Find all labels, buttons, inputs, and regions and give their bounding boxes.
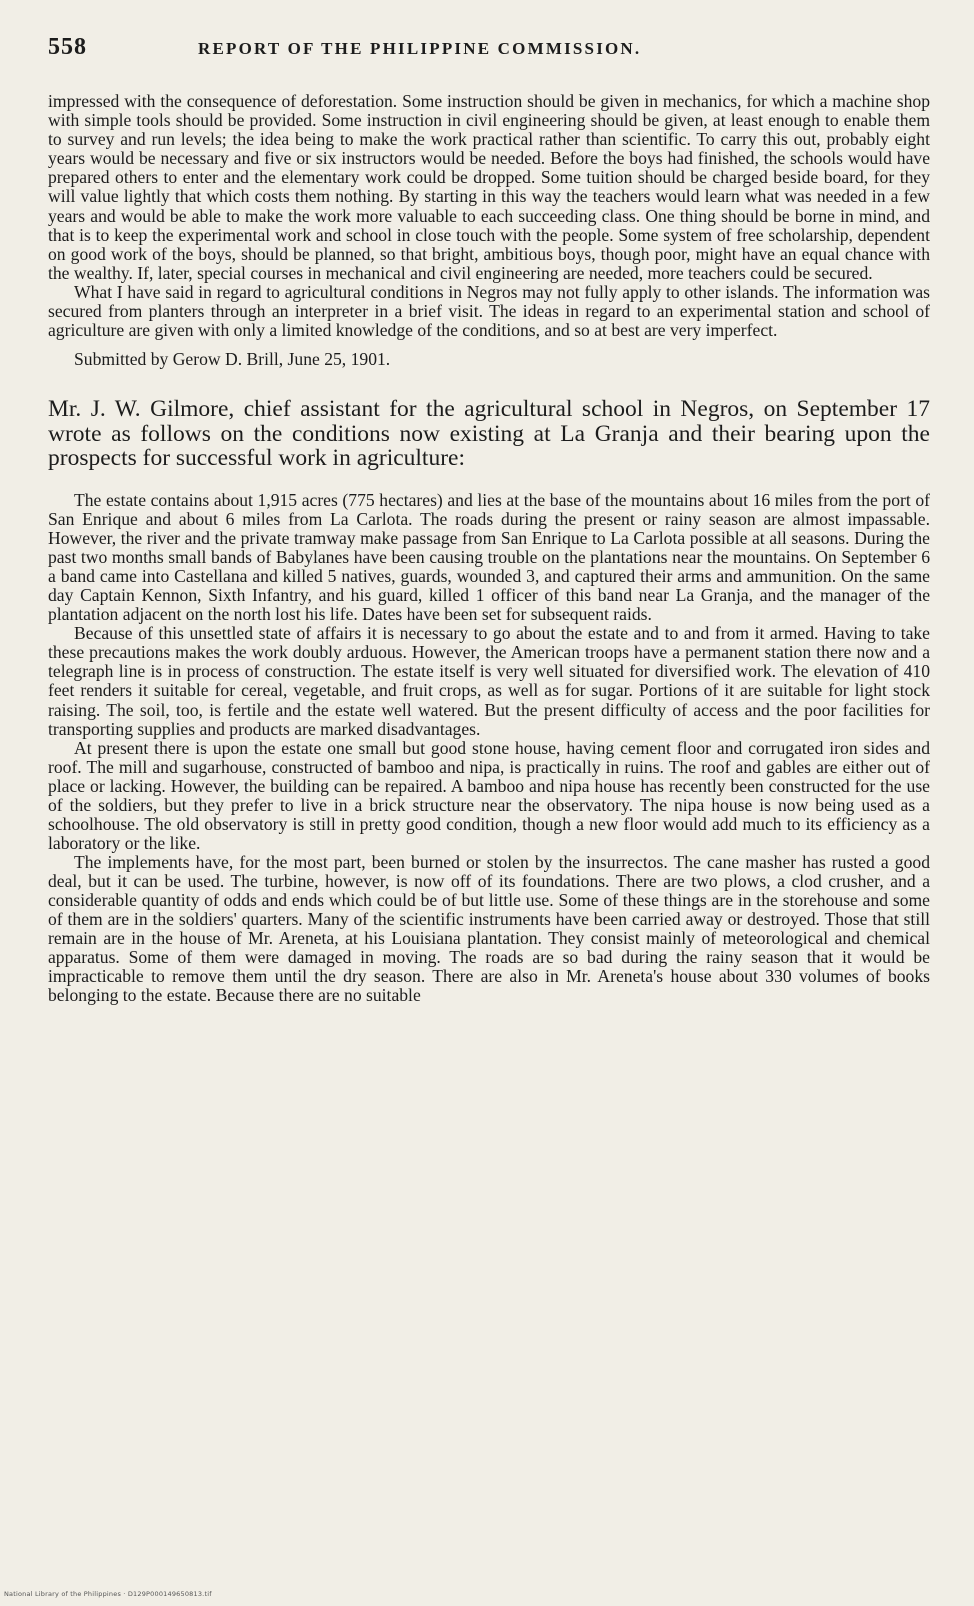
- document-page: [48, 34, 930, 1005]
- section-heading: Mr. J. W. Gilmore, chief assistant for the agricultural school in Negros, on September 17 wrote as follows on the conditions now existing at La Granja and their bearing upon the prospects for successful work in agriculture:: [48, 396, 930, 472]
- page-header: [48, 34, 930, 74]
- letter-text: [48, 491, 930, 1005]
- paragraph: The estate contains about 1,915 acres (775 hectares) and lies at the base of the mountains about 16 miles from the port of San Enrique and about 6 miles from La Carlota. The roads during the present or rainy season are almost impassable. However, the river and the private tramway make passage from San Enrique to La Carlota possible at all seasons. During the past two months small bands of Babylanes have been causing trouble on the plantations near the mountains. On September 6 a band came into Castellana and killed 5 natives, guards, wounded 3, and captured their arms and ammunition. On the same day Captain Kennon, Sixth Infantry, and his guard, killed 1 officer of this band near La Granja, and the manager of the plantation adjacent on the north lost his life. Dates have been set for subsequent raids.: [48, 490, 930, 625]
- continuation-text: [48, 92, 930, 340]
- running-title: REPORT OF THE PHILIPPINE COMMISSION.: [198, 39, 642, 58]
- scan-footer-note: National Library of the Philippines · D129P000149650813.tif: [4, 1590, 212, 1598]
- paragraph: The implements have, for the most part, been burned or stolen by the insurrectos. The cane masher has rusted a good deal, but it can be used. The turbine, however, is now off of its foundations. There are two plows, a clod crusher, and a considerable quantity of odds and ends which could be of but little use. Some of these things are in the storehouse and some of them are in the soldiers' quarters. Many of the scientific instruments have been carried away or destroyed. Those that still remain are in the house of Mr. Areneta, at his Louisiana plantation. They consist mainly of meteorological and chemical apparatus. Some of them were damaged in moving. The roads are so bad during the rainy season that it would be impracticable to remove them until the dry season. There are also in Mr. Areneta's house about 330 volumes of books belonging to the estate. Because there are no suitable: [48, 851, 930, 1006]
- paragraph: Because of this unsettled state of affairs it is necessary to go about the estate and to and from it armed. Having to take these precautions makes the work doubly arduous. However, the American troops have a permanent station there now and a telegraph line is in process of construction. The estate itself is very well situated for diversified work. The elevation of 410 feet renders it suitable for cereal, vegetable, and fruit crops, as well as for sugar. Portions of it are suitable for light stock raising. The soil, too, is fertile and the estate well watered. But the present difficulty of access and the poor facilities for transporting supplies and products are marked disadvantages.: [48, 623, 930, 739]
- paragraph: At present there is upon the estate one small but good stone house, having cement floor and corrugated iron sides and roof. The mill and sugarhouse, constructed of bamboo and nipa, is practically in ruins. The roof and gables are either out of place or lacking. However, the building can be repaired. A bamboo and nipa house has recently been constructed for the use of the soldiers, but they prefer to live in a brick structure near the observatory. The nipa house is now being used as a schoolhouse. The old observatory is still in pretty good condition, though a new floor would add much to its efficiency as a laboratory or the like.: [48, 737, 930, 853]
- page-number: 558: [48, 34, 87, 60]
- signature-line: Submitted by Gerow D. Brill, June 25, 1901.: [74, 349, 391, 370]
- paragraph: impressed with the consequence of deforestation. Some instruction should be given in mechanics, for which a machine shop with simple tools should be provided. Some instruction in civil engineering should be given, at least enough to enable them to survey and run levels; the idea being to make the work practical rather than scientific. To carry this out, probably eight years would be necessary and five or six instructors would be needed. Before the boys had finished, the schools would have prepared others to enter and the elementary work could be dropped. Some tuition should be charged beside board, for they will value lightly that which costs them nothing. By starting in this way the teachers would learn what was needed in a few years and would be able to make the work more valuable to each succeeding class. One thing should be borne in mind, and that is to keep the experimental work and school in close touch with the people. Some system of free scholarship, dependent on good work of the boys, should be planned, so that bright, ambitious boys, though poor, might have an equal chance with the wealthy. If, later, special courses in mechanical and civil engineering are needed, more teachers could be secured.: [48, 91, 930, 283]
- paragraph: What I have said in regard to agricultural conditions in Negros may not fully apply to other islands. The information was secured from planters through an interpreter in a brief visit. The ideas in regard to an experimental station and school of agriculture are given with only a limited knowledge of the conditions, and so at best are very imperfect.: [48, 281, 930, 341]
